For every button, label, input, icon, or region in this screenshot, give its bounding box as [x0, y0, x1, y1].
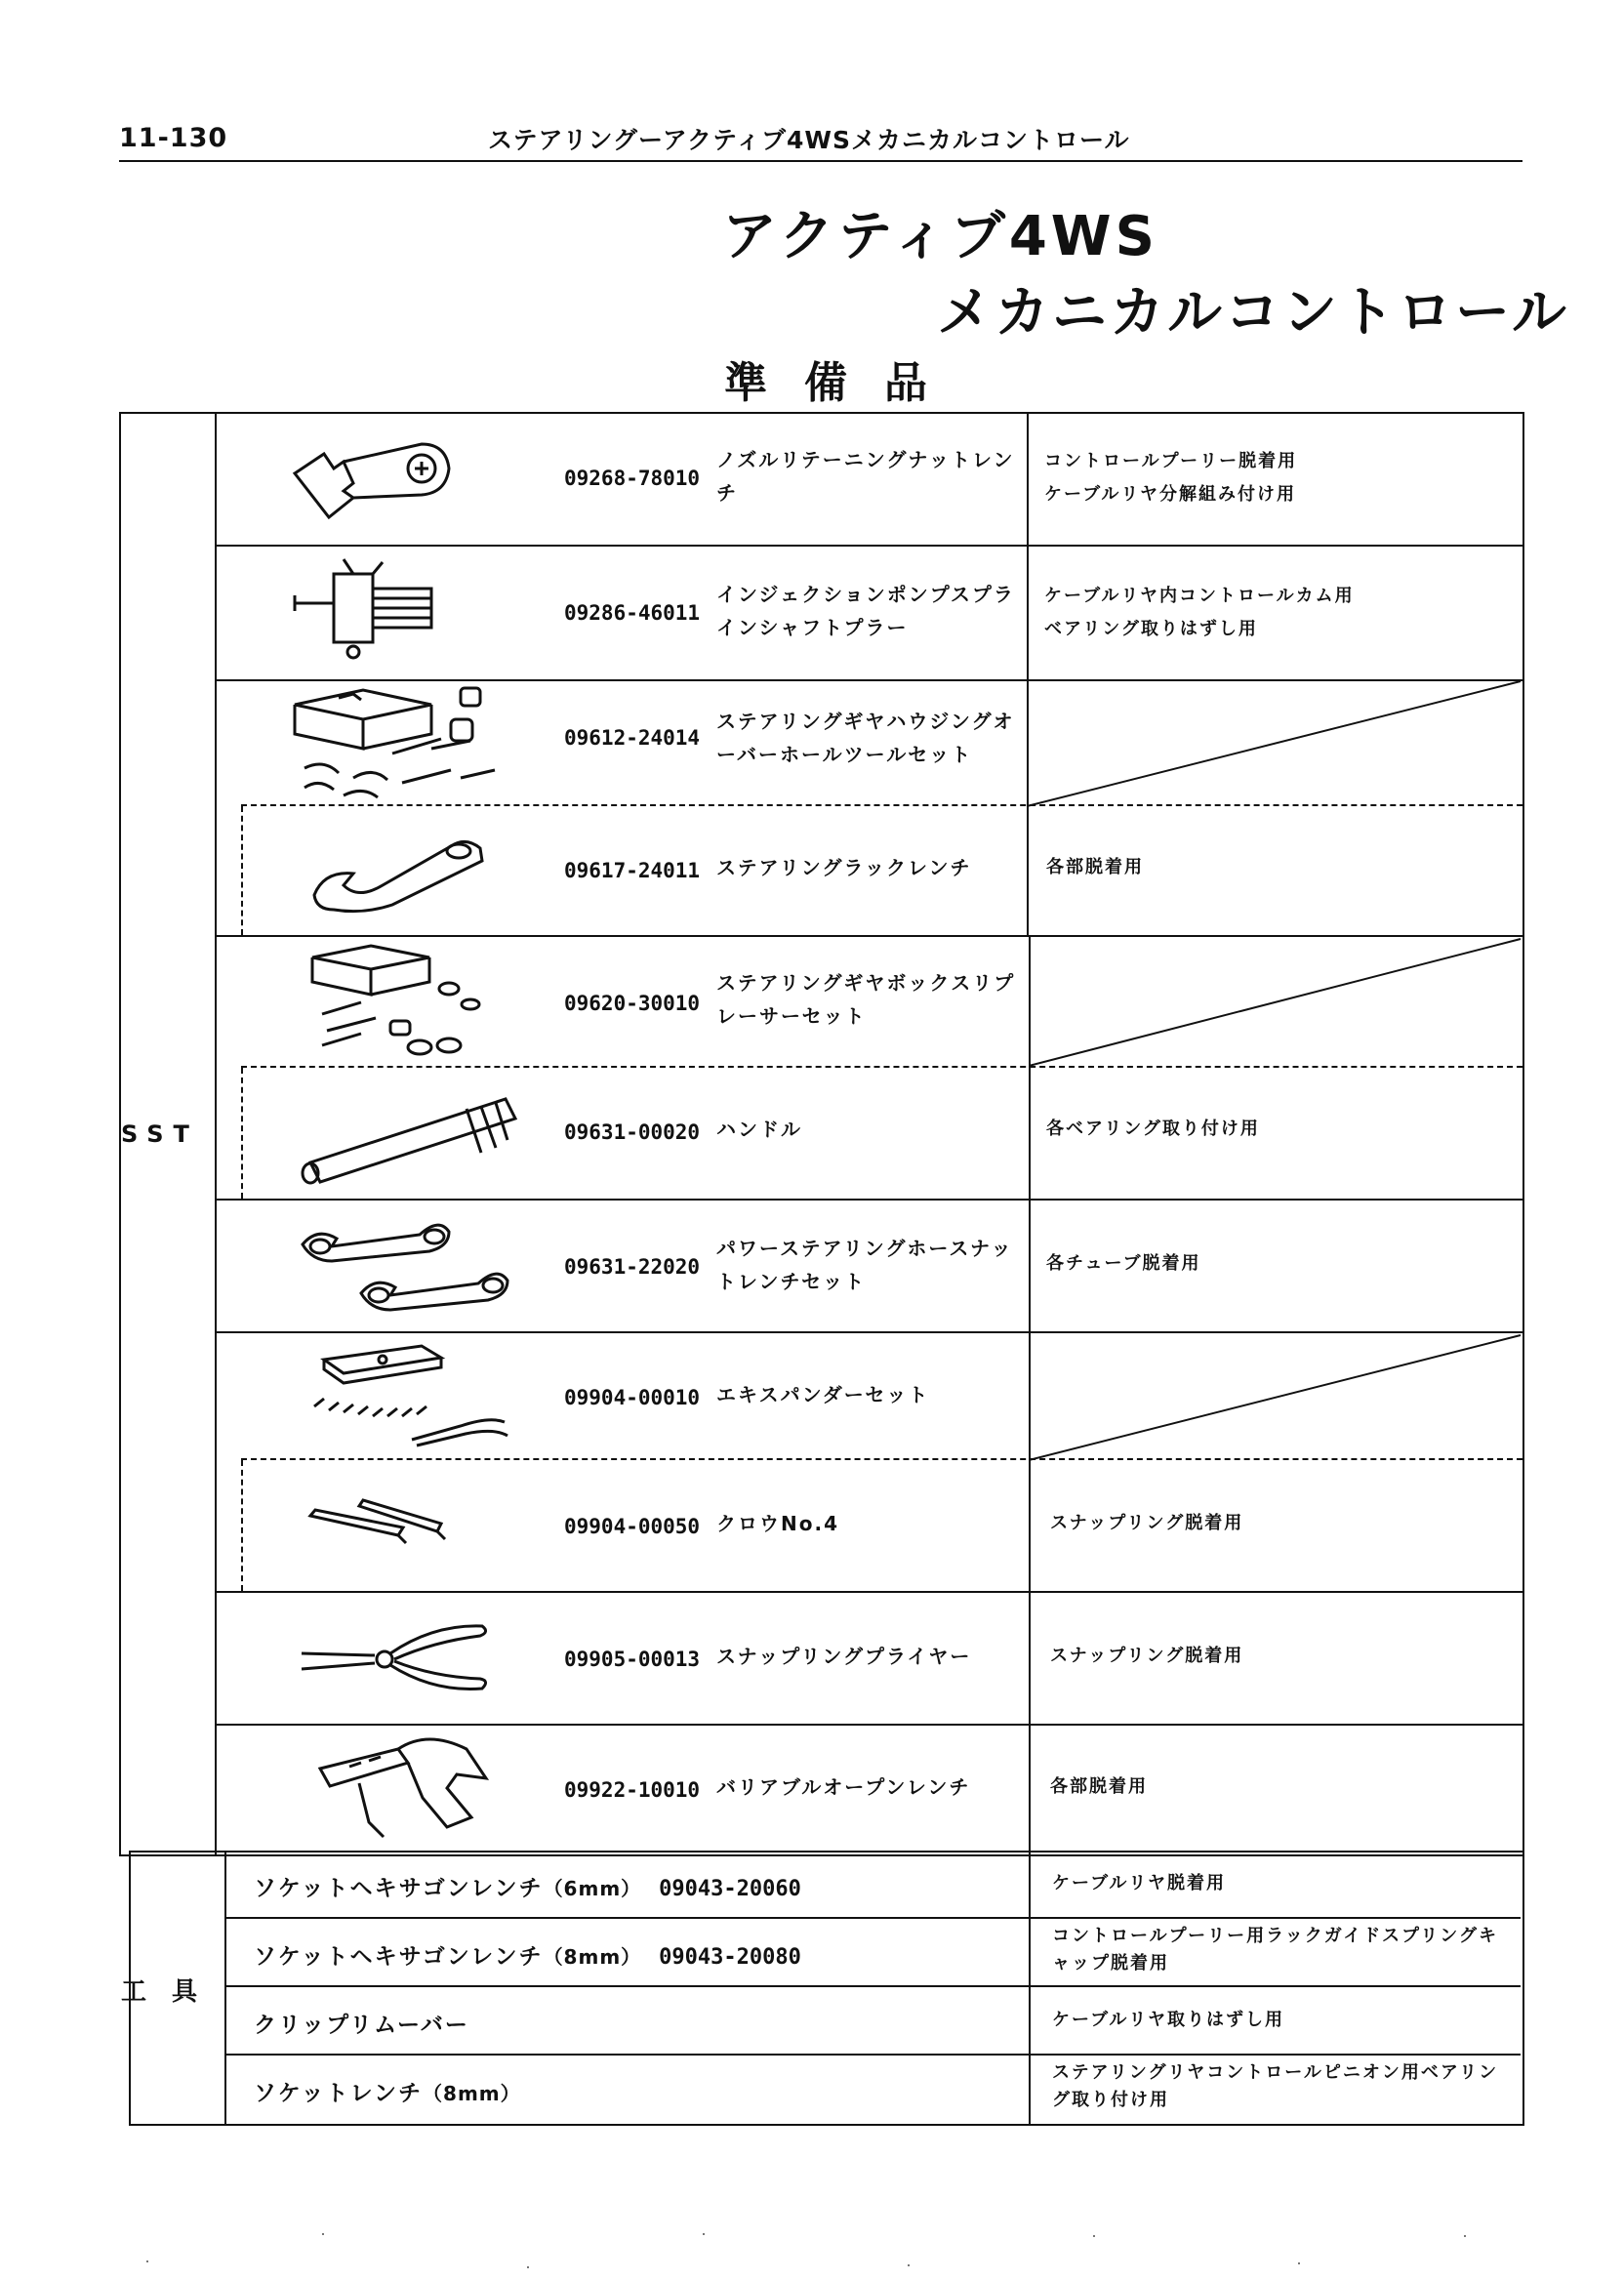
- sst-row-6: [217, 1068, 1522, 1201]
- sst-section-label: SST: [121, 1120, 199, 1148]
- tools-row-divider: [224, 1917, 1521, 1919]
- sst-part-name: ステアリングラックレンチ: [716, 856, 972, 879]
- tool-usage: ケーブルリヤ取りはずし用: [1052, 2010, 1285, 2030]
- replacer-set-icon: [303, 937, 498, 1066]
- handle-icon: [291, 1068, 486, 1199]
- running-title: ステアリングーアクティブ4WSメカニカルコントロール: [488, 126, 1130, 154]
- sst-usage: コントロールプーリー脱着用 ケーブルリヤ分解組み付け用: [1044, 451, 1298, 505]
- sst-usage: スナップリング脱着用: [1050, 1646, 1244, 1666]
- sst-row-1: [217, 412, 1522, 547]
- sst-row-7: [217, 1201, 1522, 1333]
- sst-part-name: バリアブルオープンレンチ: [716, 1775, 971, 1799]
- sst-part-name: クロウNo.4: [716, 1512, 839, 1535]
- sst-part-number: 09620-30010: [564, 992, 701, 1015]
- sst-part-number: 09268-78010: [564, 467, 701, 490]
- snap-ring-pliers-icon: [297, 1593, 492, 1724]
- tools-use-divider: [1029, 1851, 1031, 2124]
- tool-size: （8mm）: [423, 2082, 521, 2105]
- tool-set-case-icon: [285, 681, 480, 806]
- tool-size: （6mm）: [543, 1877, 642, 1900]
- tool-part-number: 09043-20080: [659, 1945, 801, 1970]
- sst-part-number: 09286-46011: [564, 601, 701, 625]
- tools-row-divider: [224, 2054, 1521, 2056]
- sst-usage: スナップリング脱着用: [1050, 1513, 1244, 1533]
- rack-wrench-icon: [304, 806, 500, 935]
- tool-name: ソケットヘキサゴンレンチ: [254, 1876, 544, 1901]
- sst-part-name: スナップリングプライヤー: [716, 1645, 972, 1668]
- tool-usage: ステアリングリヤコントロールピニオン用ベアリング取り付け用: [1052, 2062, 1499, 2110]
- sst-part-number: 09905-00013: [564, 1648, 701, 1671]
- tool-usage: コントロールプーリー用ラックガイドスプリングキャップ脱着用: [1052, 1926, 1498, 1974]
- page-number: 11-130: [119, 123, 228, 153]
- sst-row-10: [217, 1593, 1522, 1726]
- sst-part-name: ハンドル: [716, 1118, 802, 1141]
- tool-usage: ケーブルリヤ脱着用: [1052, 1873, 1227, 1893]
- tool-row-4: [254, 2075, 521, 2107]
- tool-row-1: [254, 1870, 801, 1902]
- title-line-1: アクティブ4WS: [722, 205, 1158, 268]
- adjustable-wrench-icon: [310, 1726, 506, 1851]
- sst-part-number: 09631-00020: [564, 1120, 701, 1144]
- sst-usage: 各チューブ脱着用: [1046, 1253, 1201, 1274]
- tool-size: （8mm）: [543, 1945, 642, 1969]
- tool-row-2: [254, 1938, 801, 1971]
- tools-section-label: 工具: [121, 1977, 223, 2007]
- sst-part-name: ステアリングギヤハウジングオーバーホールツールセット: [716, 710, 1015, 766]
- sst-usage: 各部脱着用: [1046, 857, 1144, 877]
- sst-part-number: 09904-00010: [564, 1386, 701, 1409]
- tool-part-number: 09043-20060: [659, 1877, 801, 1901]
- sst-part-name: エキスパンダーセット: [716, 1383, 930, 1406]
- sst-part-name: パワーステアリングホースナットレンチセット: [716, 1237, 1013, 1293]
- tool-row-3: [254, 2007, 469, 2039]
- tool-name: ソケットヘキサゴンレンチ: [254, 1944, 544, 1970]
- sst-part-name: ステアリングギヤボックスリプレーサーセット: [716, 971, 1016, 1028]
- sst-usage: 各ベアリング取り付け用: [1046, 1119, 1260, 1139]
- sst-part-number: 09617-24011: [564, 859, 701, 882]
- section-title: 準備品: [724, 358, 964, 408]
- puller-icon: [275, 547, 470, 679]
- sst-part-number: 09904-00050: [564, 1515, 701, 1538]
- expander-set-icon: [295, 1333, 490, 1460]
- wrench-icon: [275, 412, 470, 545]
- nut-wrench-set-icon: [293, 1201, 488, 1331]
- sst-usage: ケーブルリヤ内コントロールカム用 ベアリング取りはずし用: [1044, 586, 1355, 639]
- sst-row-2: [217, 547, 1522, 681]
- sst-usage: 各部脱着用: [1050, 1776, 1148, 1797]
- tool-name: クリップリムーバー: [254, 2013, 469, 2038]
- sst-part-name: インジェクションポンプスプラインシャフトプラー: [716, 583, 1015, 639]
- sst-part-number: 09612-24014: [564, 726, 701, 750]
- sst-row-9: [217, 1460, 1522, 1593]
- sst-row-4: [217, 806, 1522, 937]
- empty-usage-strike: [1027, 679, 1522, 808]
- sst-part-number: 09922-10010: [564, 1778, 701, 1802]
- sst-part-name: ノズルリテーニングナットレンチ: [716, 448, 1015, 505]
- empty-usage-strike: [1029, 937, 1522, 1068]
- tool-name: ソケットレンチ: [254, 2081, 424, 2106]
- header-rule: [119, 160, 1522, 162]
- title-line-2: メカニカルコントロール: [937, 281, 1569, 345]
- tools-row-divider: [224, 1985, 1521, 1987]
- tools-label-divider: [224, 1851, 226, 2124]
- sst-row-11: [217, 1726, 1522, 1852]
- empty-usage-strike: [1029, 1333, 1522, 1462]
- sst-part-number: 09631-22020: [564, 1255, 701, 1279]
- claw-icon: [301, 1460, 496, 1591]
